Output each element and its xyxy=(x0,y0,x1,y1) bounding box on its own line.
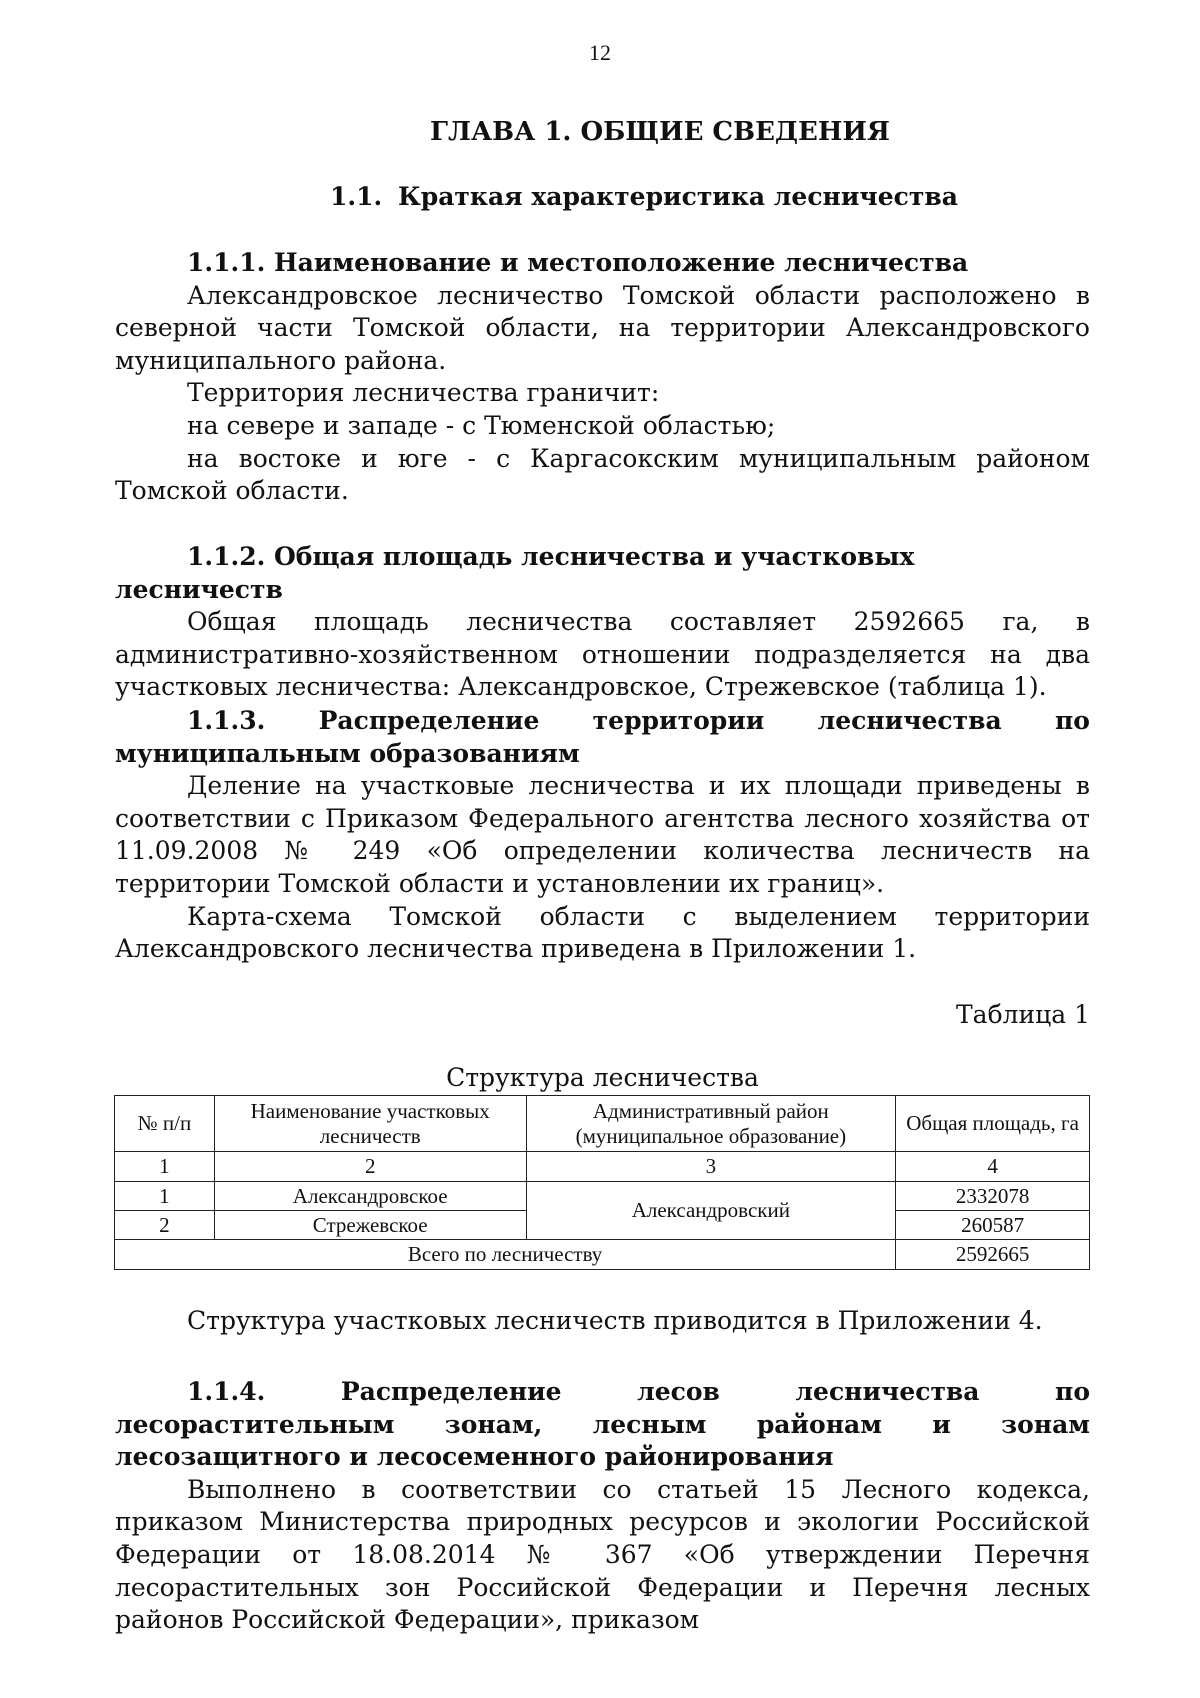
chapter-title xyxy=(430,117,890,147)
subsection-heading: 1.1.4. Распределение лесов лесничества по лесорастительным зонам, лесным районам и зонам лесозащитного и лесосеменного районирования xyxy=(115,1377,1090,1472)
table-header-cell: Административный район (муниципальное образование) xyxy=(526,1096,896,1152)
subsection-1-1-3 xyxy=(115,705,1090,966)
table-header-cell: № п/п xyxy=(115,1096,215,1152)
table-title: Структура лесничества xyxy=(446,1063,759,1092)
chapter-title-text: ГЛАВА 1. ОБЩИЕ СВЕДЕНИЯ xyxy=(430,117,890,147)
subsection-1-1-2 xyxy=(115,541,1090,704)
subsection-heading: 1.1.1. Наименование и местоположение лесничества xyxy=(187,248,969,277)
paragraph: Выполнено в соответствии со статьей 15 Лесного кодекса, приказом Министерства природных ресурсов и экологии Российской Федерации от 18.08.2014 № 367 «Об утверждении Перечня лесорастительных зон Российской Федерации и Перечня лесных районов Российской Федерации», приказом xyxy=(115,1474,1090,1635)
table-cell: 2 xyxy=(115,1211,215,1240)
table-cell: 1 xyxy=(115,1152,215,1182)
paragraph: на востоке и юге - с Каргасокским муниципальным районом Томской области. xyxy=(115,443,1090,506)
subsection-heading: 1.1.3. Распределение территории лесничества по муниципальным образованиям xyxy=(115,706,1090,768)
paragraph: Структура участковых лесничеств приводится в Приложении 4. xyxy=(187,1306,1043,1335)
paragraph: на севере и западе - с Тюменской областью; xyxy=(187,410,776,440)
table-row xyxy=(115,1182,1090,1211)
table-cell: 1 xyxy=(115,1182,215,1211)
table-cell: 2 xyxy=(214,1152,526,1182)
table-total-label: Всего по лесничеству xyxy=(115,1240,896,1270)
table-header-cell: Наименование участковых лесничеств xyxy=(214,1096,526,1152)
table-cell: 260587 xyxy=(896,1211,1090,1240)
table-cell: 4 xyxy=(896,1152,1090,1182)
paragraph: Территория лесничества граничит: xyxy=(187,378,660,408)
table-header-row xyxy=(115,1096,1090,1152)
subsection-heading: 1.1.2. Общая площадь лесничества и участковых лесничеств xyxy=(115,542,915,604)
section-number: 1.1. xyxy=(330,182,383,211)
paragraph: Александровское лесничество Томской области расположено в северной части Томской области, на территории Александровского муниципального района. xyxy=(115,280,1090,375)
paragraph: Общая площадь лесничества составляет 2592665 га, в административно-хозяйственном отношении подразделяется на два участковых лесничества: Александровское, Стрежевское (таблица 1). xyxy=(115,607,1090,702)
table-total-value: 2592665 xyxy=(896,1240,1090,1270)
subsection-1-1-1 xyxy=(115,247,1090,508)
table-label: Таблица 1 xyxy=(955,1000,1090,1029)
table-cell: 2332078 xyxy=(896,1182,1090,1211)
table-cell-district: Александровский xyxy=(526,1182,896,1240)
table-header-cell: Общая площадь, га xyxy=(896,1096,1090,1152)
section-title: Краткая характеристика лесничества xyxy=(398,182,958,211)
table-cell: 3 xyxy=(526,1152,896,1182)
structure-table xyxy=(114,1095,1090,1270)
subsection-1-1-4 xyxy=(115,1376,1090,1637)
page-number: 12 xyxy=(589,40,611,65)
table-cell: Стрежевское xyxy=(214,1211,526,1240)
table-number-row xyxy=(115,1152,1090,1182)
after-table-text xyxy=(115,1305,1090,1338)
section-heading xyxy=(330,182,958,211)
paragraph: Деление на участковые лесничества и их площади приведены в соответствии с Приказом Федерального агентства лесного хозяйства от 11.09.2008 № 249 «Об определении количества лесничеств на территории Томской области и установлении их границ». xyxy=(115,771,1090,898)
paragraph: Карта-схема Томской области с выделением территории Александровского лесничества приведена в Приложении 1. xyxy=(115,901,1090,964)
table-total-row xyxy=(115,1240,1090,1270)
table-cell: Александровское xyxy=(214,1182,526,1211)
